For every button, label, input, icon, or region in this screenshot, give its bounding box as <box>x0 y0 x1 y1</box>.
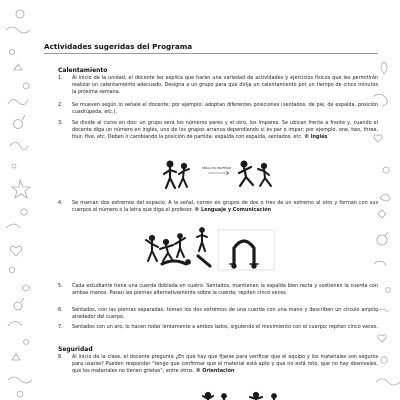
activity-number: 2. <box>58 102 63 108</box>
activity-number: 3. <box>58 120 63 126</box>
activity-number: 1. <box>58 75 63 81</box>
page-title: Actividades sugeridas del Programa <box>44 42 193 51</box>
activity-item <box>58 283 378 297</box>
subject-tag: ® Inglés <box>304 134 328 141</box>
children-forming-letters-illustration <box>142 226 278 272</box>
children-bottom-illustration <box>194 390 294 400</box>
section-heading-safety: Seguridad <box>58 346 93 353</box>
section-heading-warmup: Calentamiento <box>58 67 108 74</box>
left-decorations <box>0 0 40 400</box>
subject-tag: ® Lenguaje y Comunicación <box>194 207 272 214</box>
activity-item <box>58 200 378 214</box>
activity-item <box>58 324 378 331</box>
activity-item <box>58 307 378 321</box>
activity-text: Cada estudiante tiene una cuerda doblada en cuatro. Sentados, mantienen la espalda bien recta y sostienen la cuerda con ambas manos. Pasan las piernas alternativamente sobre la cuerda; repiten cinco veces. <box>72 283 378 297</box>
activity-text: Sentados con un aro, lo hacen rodar lentamente a ambos lados, siguiendo el movimiento con el cuerpo; repiten cinco veces. <box>72 324 378 330</box>
activity-number: 4. <box>58 200 63 206</box>
title-divider <box>44 53 378 54</box>
activity-number: 7. <box>58 324 63 330</box>
subject-tag: ® Orientación <box>195 368 235 375</box>
activity-item <box>58 354 378 376</box>
children-running-illustration <box>156 158 280 192</box>
activity-number: 6. <box>58 307 63 313</box>
activity-text: Al inicio de la clase, el docente pregunta ¿En qué hay que fijarse para verificar que el equipo y los materiales son seguros para usarse? Pueden responder "tengo que confirmar que el material está apto y que no está roto, que no hay desniveles, que los materiales no tienen grietas", entre otros. <box>72 354 378 375</box>
activity-text: Al inicio de la unidad, el docente les explica que harán una variedad de actividades y ejercicios físicos que les permitirán realizar un calentamiento adecuado. Designa a un grupo para que dirija un calentamiento por un tiempo de cinco minutos la próxima semana. <box>72 75 378 96</box>
activity-text: Sentados, con las piernas separadas, toman los dos extremos de una cuerda con una mano y describen un círculo amplio alrededor del cuerpo. <box>72 307 378 321</box>
activity-text: Se divide al curso en dos: un grupo será los números pares y el otro, los impares. Se ubican frente a frente y, cuando el docente diga un número en inglés, uno de los grupos arranca dependiendo si es par o impar; por ejemplo, one, two, three, four, five, etc. Deben ir cambiando la posición de partida: espalda con espalda, sentados, etc. <box>72 120 378 141</box>
activity-number: 8. <box>58 354 63 360</box>
activity-item <box>58 120 378 142</box>
activity-item <box>58 102 378 116</box>
activity-text: Se mueven según lo señale el docente; por ejemplo: adoptan diferentes posiciones (sentados, de pie, de espalda, posición cuadrúpeda, etc.). <box>72 102 378 116</box>
activity-number: 5. <box>58 283 63 289</box>
figure-caption: SEÑAL DEL PROFESOR <box>202 167 232 170</box>
activity-item <box>58 75 378 97</box>
activity-text: Se marcan dos extremos del espacio. A la señal, corren en grupos de dos o tres de un extremo al otro y forman con sus cuerpos el número o la letra que diga el profesor. <box>72 200 378 214</box>
